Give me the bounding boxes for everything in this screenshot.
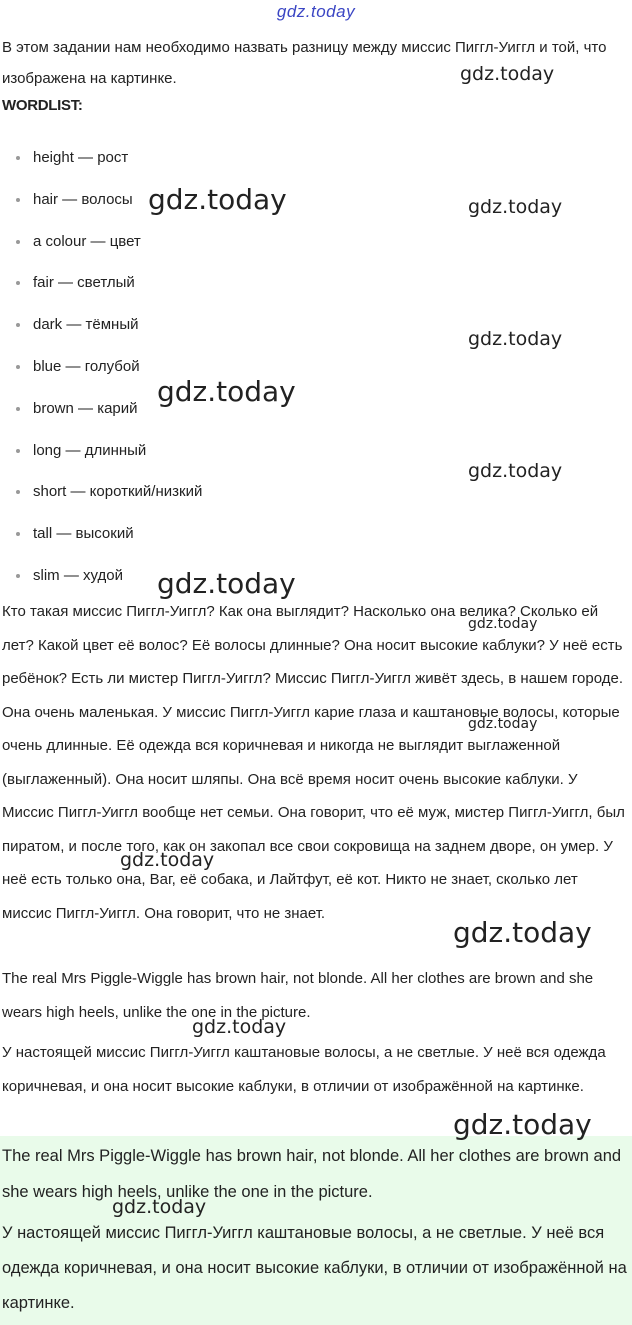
watermark: gdz.today	[192, 1016, 287, 1038]
intro-text: В этом задании нам необходимо назвать разницу между миссис Пиггл-Уиггл и той, что изображена на картинке.	[2, 39, 607, 87]
watermark: gdz.today	[468, 328, 563, 350]
list-item-text: height — рост	[33, 149, 129, 166]
watermark: gdz.today	[120, 849, 215, 871]
answer-english: The real Mrs Piggle-Wiggle has brown hair, not blonde. All her clothes are brown and she wears high heels, unlike the one in the picture.	[2, 970, 594, 1021]
watermark: gdz.today	[468, 196, 563, 218]
list-item	[0, 265, 632, 307]
bullet-icon	[16, 156, 20, 160]
bullet-icon	[16, 365, 20, 369]
final-answer-russian: У настоящей миссис Пиггл-Уиггл каштановые волосы, а не светлые. У неё вся одежда коричневая, и она носит высокие каблуки, в отличии от изображённой на картинке.	[2, 1224, 627, 1312]
list-item-text: brown — карий	[33, 399, 138, 417]
final-answer-english: The real Mrs Piggle-Wiggle has brown hair, not blonde. All her clothes are brown and she wears high heels, unlike the one in the picture.	[2, 1147, 622, 1201]
list-item-text: tall — высокий	[33, 525, 134, 543]
bullet-icon	[16, 574, 20, 578]
watermark: gdz.today	[453, 916, 592, 949]
watermark: gdz.today	[460, 63, 555, 85]
list-item-text: blue — голубой	[33, 357, 140, 375]
bullet-icon	[16, 407, 20, 411]
list-item-text: dark — тёмный	[33, 316, 139, 334]
watermark: gdz.today	[112, 1196, 207, 1218]
site-logo: gdz.today	[276, 2, 356, 21]
list-item	[0, 349, 632, 391]
bullet-icon	[16, 240, 20, 244]
bullet-icon	[16, 490, 20, 494]
watermark: gdz.today	[468, 716, 538, 732]
watermark: gdz.today	[468, 616, 538, 632]
list-item-text: short — короткий/низкий	[33, 483, 203, 501]
list-item-text: slim — худой	[33, 566, 123, 584]
list-item	[0, 224, 632, 266]
list-item-text: long — длинный	[33, 441, 147, 459]
wordlist-title: WORDLIST:	[2, 97, 83, 114]
list-item	[0, 140, 632, 182]
watermark: gdz.today	[453, 1108, 592, 1141]
watermark: gdz.today	[157, 567, 296, 600]
list-item	[0, 558, 632, 600]
list-item	[0, 391, 632, 433]
story-translation: Кто такая миссис Пиггл-Уиггл? Как она выглядит? Насколько она велика? Сколько ей лет? Какой цвет её волос? Её волосы длинные? Она носит высокие каблуки? У неё есть ребёнок? Есть ли мистер Пиггл-Уиггл? Миссис Пиггл-Уиггл живёт здесь, в нашем городе. Она очень маленькая. У миссис Пиггл-Уиггл карие глаза и каштановые волосы, которые очень длинные. Её одежда вся коричневая и никогда не выглядит выглаженной (выглаженный). Она носит шляпы. Она всё время носит очень высокие каблуки. У Миссис Пиггл-Уиггл вообще нет семьи. Она говорит, что её муж, мистер Пиггл-Уиггл, был пиратом, и после того, как он закопал все свои сокровища на заднем дворе, он умер. У неё есть только она, Ваг, её собака, и Лайтфут, её кот. Никто не знает, сколько лет миссис Пиггл-Уиггл. Она говорит, что не знает.	[2, 603, 625, 922]
list-item	[0, 516, 632, 558]
watermark: gdz.today	[468, 460, 563, 482]
answer-russian: У настоящей миссис Пиггл-Уиггл каштановые волосы, а не светлые. У неё вся одежда коричневая, и она носит высокие каблуки, в отличии от изображённой на картинке.	[2, 1044, 606, 1095]
list-item-text: fair — светлый	[33, 274, 135, 292]
watermark: gdz.today	[148, 183, 287, 216]
bullet-icon	[16, 449, 20, 453]
list-item-text: hair — волосы	[33, 190, 133, 208]
bullet-icon	[16, 323, 20, 327]
bullet-icon	[16, 198, 20, 202]
watermark: gdz.today	[157, 375, 296, 408]
bullet-icon	[16, 281, 20, 285]
bullet-icon	[16, 532, 20, 536]
list-item-text: a colour — цвет	[33, 232, 141, 250]
